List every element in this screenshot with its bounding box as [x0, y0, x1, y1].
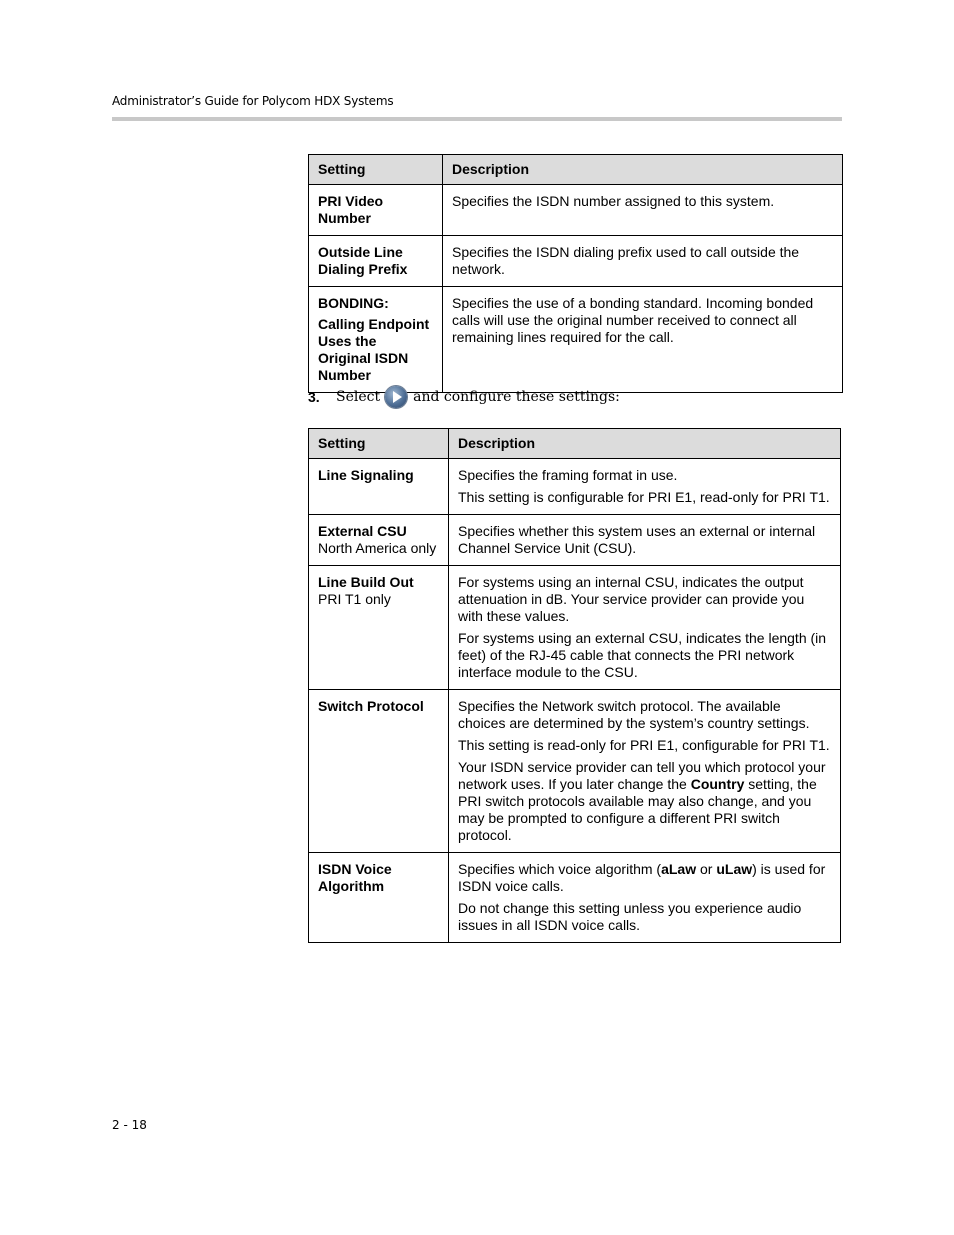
setting-label: Line Build Out: [318, 574, 414, 590]
setting-label: BONDING:: [318, 295, 389, 311]
table-row: [309, 515, 841, 566]
table-row: [309, 287, 843, 393]
running-header: Administrator’s Guide for Polycom HDX Systems: [112, 94, 394, 108]
settings-table-2: [308, 428, 841, 943]
country-term: Country: [690, 776, 745, 792]
setting-cell: [309, 515, 449, 566]
step-text-after: and configure these settings:: [413, 389, 620, 405]
table-header-row: [309, 429, 841, 459]
description-cell: [449, 459, 841, 515]
setting-cell: ISDN Voice Algorithm: [309, 853, 449, 943]
description-paragraph: Do not change this setting unless you experience audio issues in all ISDN voice calls.: [458, 900, 802, 933]
table-row: [309, 566, 841, 690]
text-run: Your ISDN service provider can tell you which protocol your network uses. If you later change the: [458, 759, 826, 792]
description-cell: [449, 515, 841, 566]
setting-qualifier: PRI T1 only: [318, 591, 391, 607]
page-number: 2 - 18: [112, 1118, 147, 1132]
setting-sublabel: Calling Endpoint Uses the Original ISDN Number: [318, 316, 430, 383]
table-row: [309, 690, 841, 853]
step-instruction: [308, 386, 620, 408]
description-paragraph: Specifies the framing format in use.: [458, 467, 678, 483]
table-row: [309, 185, 843, 236]
step-text-before: Select: [336, 389, 381, 405]
description-cell: Specifies the ISDN dialing prefix used to call outside the network.: [443, 236, 843, 287]
text-run: ) is used for ISDN voice calls.: [458, 861, 826, 894]
setting-cell: Switch Protocol: [309, 690, 449, 853]
play-icon[interactable]: [385, 386, 407, 408]
column-header-setting: Setting: [309, 155, 443, 185]
table-row: [309, 853, 841, 943]
setting-qualifier: North America only: [318, 540, 437, 556]
description-paragraph: [458, 861, 831, 895]
step-number: 3.: [308, 389, 320, 405]
description-paragraph: [458, 759, 831, 844]
text-run: Specifies which voice algorithm (: [458, 861, 662, 877]
ulaw-term: uLaw: [716, 861, 753, 877]
table-row: [309, 236, 843, 287]
description-paragraph: Specifies whether this system uses an external or internal Channel Service Unit (CSU).: [458, 523, 816, 556]
description-cell: [449, 853, 841, 943]
setting-cell: [309, 287, 443, 393]
column-header-setting: Setting: [309, 429, 449, 459]
header-rule: [112, 117, 842, 121]
description-cell: Specifies the use of a bonding standard. Incoming bonded calls will use the original number received to connect all remaining lines required for the call.: [443, 287, 843, 393]
description-cell: [449, 690, 841, 853]
setting-cell: Outside Line Dialing Prefix: [309, 236, 443, 287]
text-run: setting, the PRI switch protocols available may also change, and you may be prompted to configure a different PRI switch protocol.: [458, 776, 817, 843]
table-row: [309, 459, 841, 515]
description-paragraph: For systems using an internal CSU, indicates the output attenuation in dB. Your service provider can provide you with these values.: [458, 574, 805, 624]
description-cell: [449, 566, 841, 690]
description-paragraph: This setting is configurable for PRI E1, read-only for PRI T1.: [458, 489, 830, 505]
table-header-row: [309, 155, 843, 185]
description-cell: Specifies the ISDN number assigned to this system.: [443, 185, 843, 236]
alaw-term: aLaw: [661, 861, 697, 877]
description-paragraph: For systems using an external CSU, indicates the length (in feet) of the RJ-45 cable that connects the PRI network interface module to the CSU.: [458, 630, 827, 680]
description-paragraph: Specifies the Network switch protocol. The available choices are determined by the system’s country settings.: [458, 698, 810, 731]
setting-cell: Line Signaling: [309, 459, 449, 515]
setting-cell: PRI Video Number: [309, 185, 443, 236]
column-header-description: Description: [449, 429, 841, 459]
description-paragraph: This setting is read-only for PRI E1, configurable for PRI T1.: [458, 737, 830, 753]
setting-label: External CSU: [318, 523, 407, 539]
text-run: or: [696, 861, 717, 877]
settings-table-1: [308, 154, 843, 393]
setting-cell: [309, 566, 449, 690]
column-header-description: Description: [443, 155, 843, 185]
